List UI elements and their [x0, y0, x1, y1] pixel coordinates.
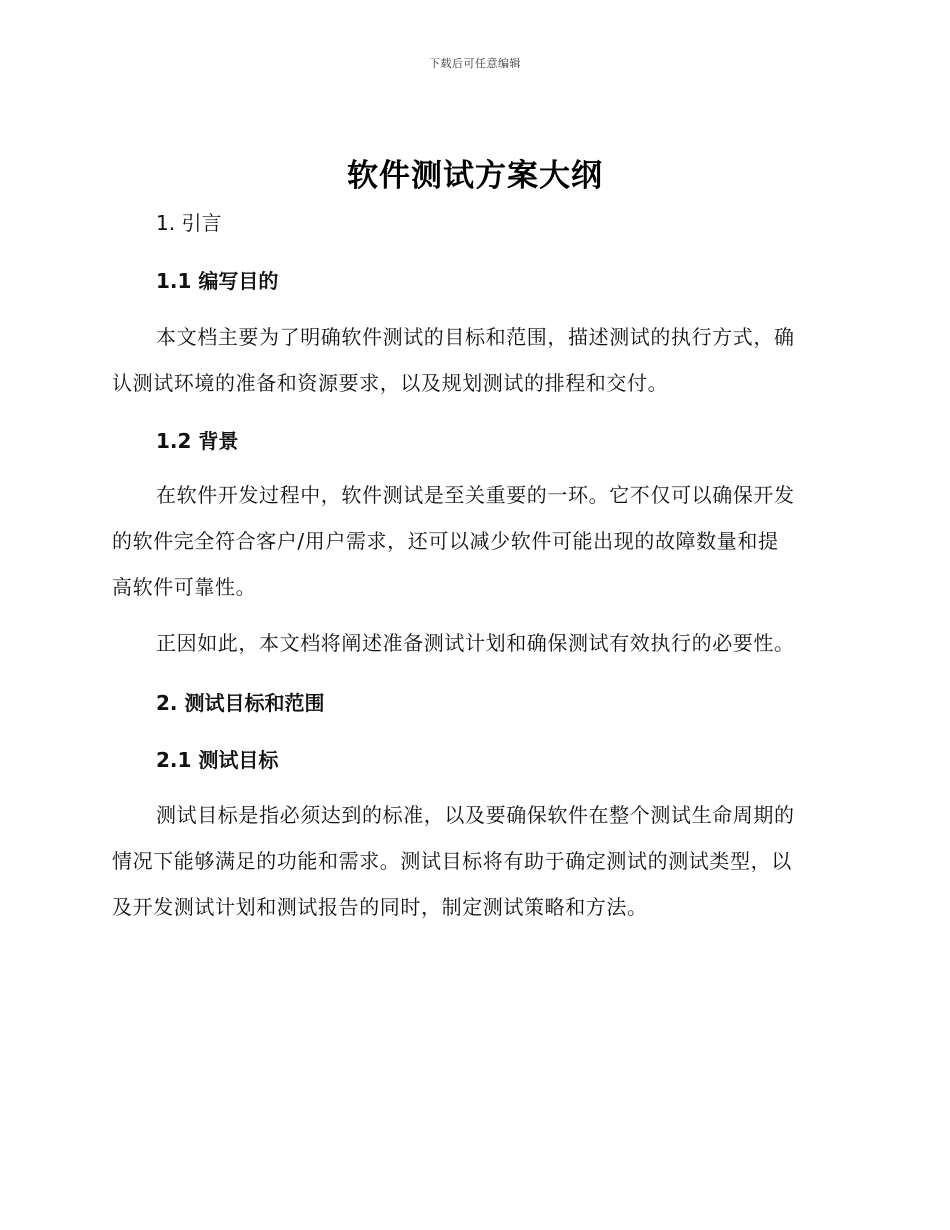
paragraph-line: 高软件可靠性。	[112, 575, 257, 599]
header-note: 下载后可任意编辑	[429, 57, 521, 70]
paragraph-test-goals	[112, 792, 832, 930]
paragraph-line: 情况下能够满足的功能和需求。测试目标将有助于确定测试的测试类型，以	[112, 849, 792, 873]
heading-2-1-test-goals: 2.1 测试目标	[156, 748, 279, 772]
paragraph-purpose	[112, 314, 832, 406]
heading-1-1-purpose: 1.1 编写目的	[156, 269, 279, 293]
document-title: 软件测试方案大纲	[347, 158, 603, 194]
paragraph-line: 认测试环境的准备和资源要求，以及规划测试的排程和交付。	[112, 371, 669, 395]
heading-2-goals-scope: 2. 测试目标和范围	[156, 691, 325, 715]
paragraph-line: 的软件完全符合客户/用户需求，还可以减少软件可能出现的故障数量和提	[112, 529, 779, 553]
paragraph-line: 在软件开发过程中，软件测试是至关重要的一环。它不仅可以确保开发	[156, 483, 795, 507]
paragraph-background-2	[112, 620, 832, 666]
paragraph-line: 本文档主要为了明确软件测试的目标和范围，描述测试的执行方式，确	[156, 325, 795, 349]
paragraph-line: 测试目标是指必须达到的标准，以及要确保软件在整个测试生命周期的	[156, 803, 795, 827]
paragraph-line: 正因如此，本文档将阐述准备测试计划和确保测试有效执行的必要性。	[156, 631, 795, 655]
heading-1-introduction: 1. 引言	[156, 211, 222, 235]
heading-1-2-background: 1.2 背景	[156, 429, 239, 453]
paragraph-line: 及开发测试计划和测试报告的同时，制定测试策略和方法。	[112, 895, 648, 919]
paragraph-background	[112, 472, 832, 610]
